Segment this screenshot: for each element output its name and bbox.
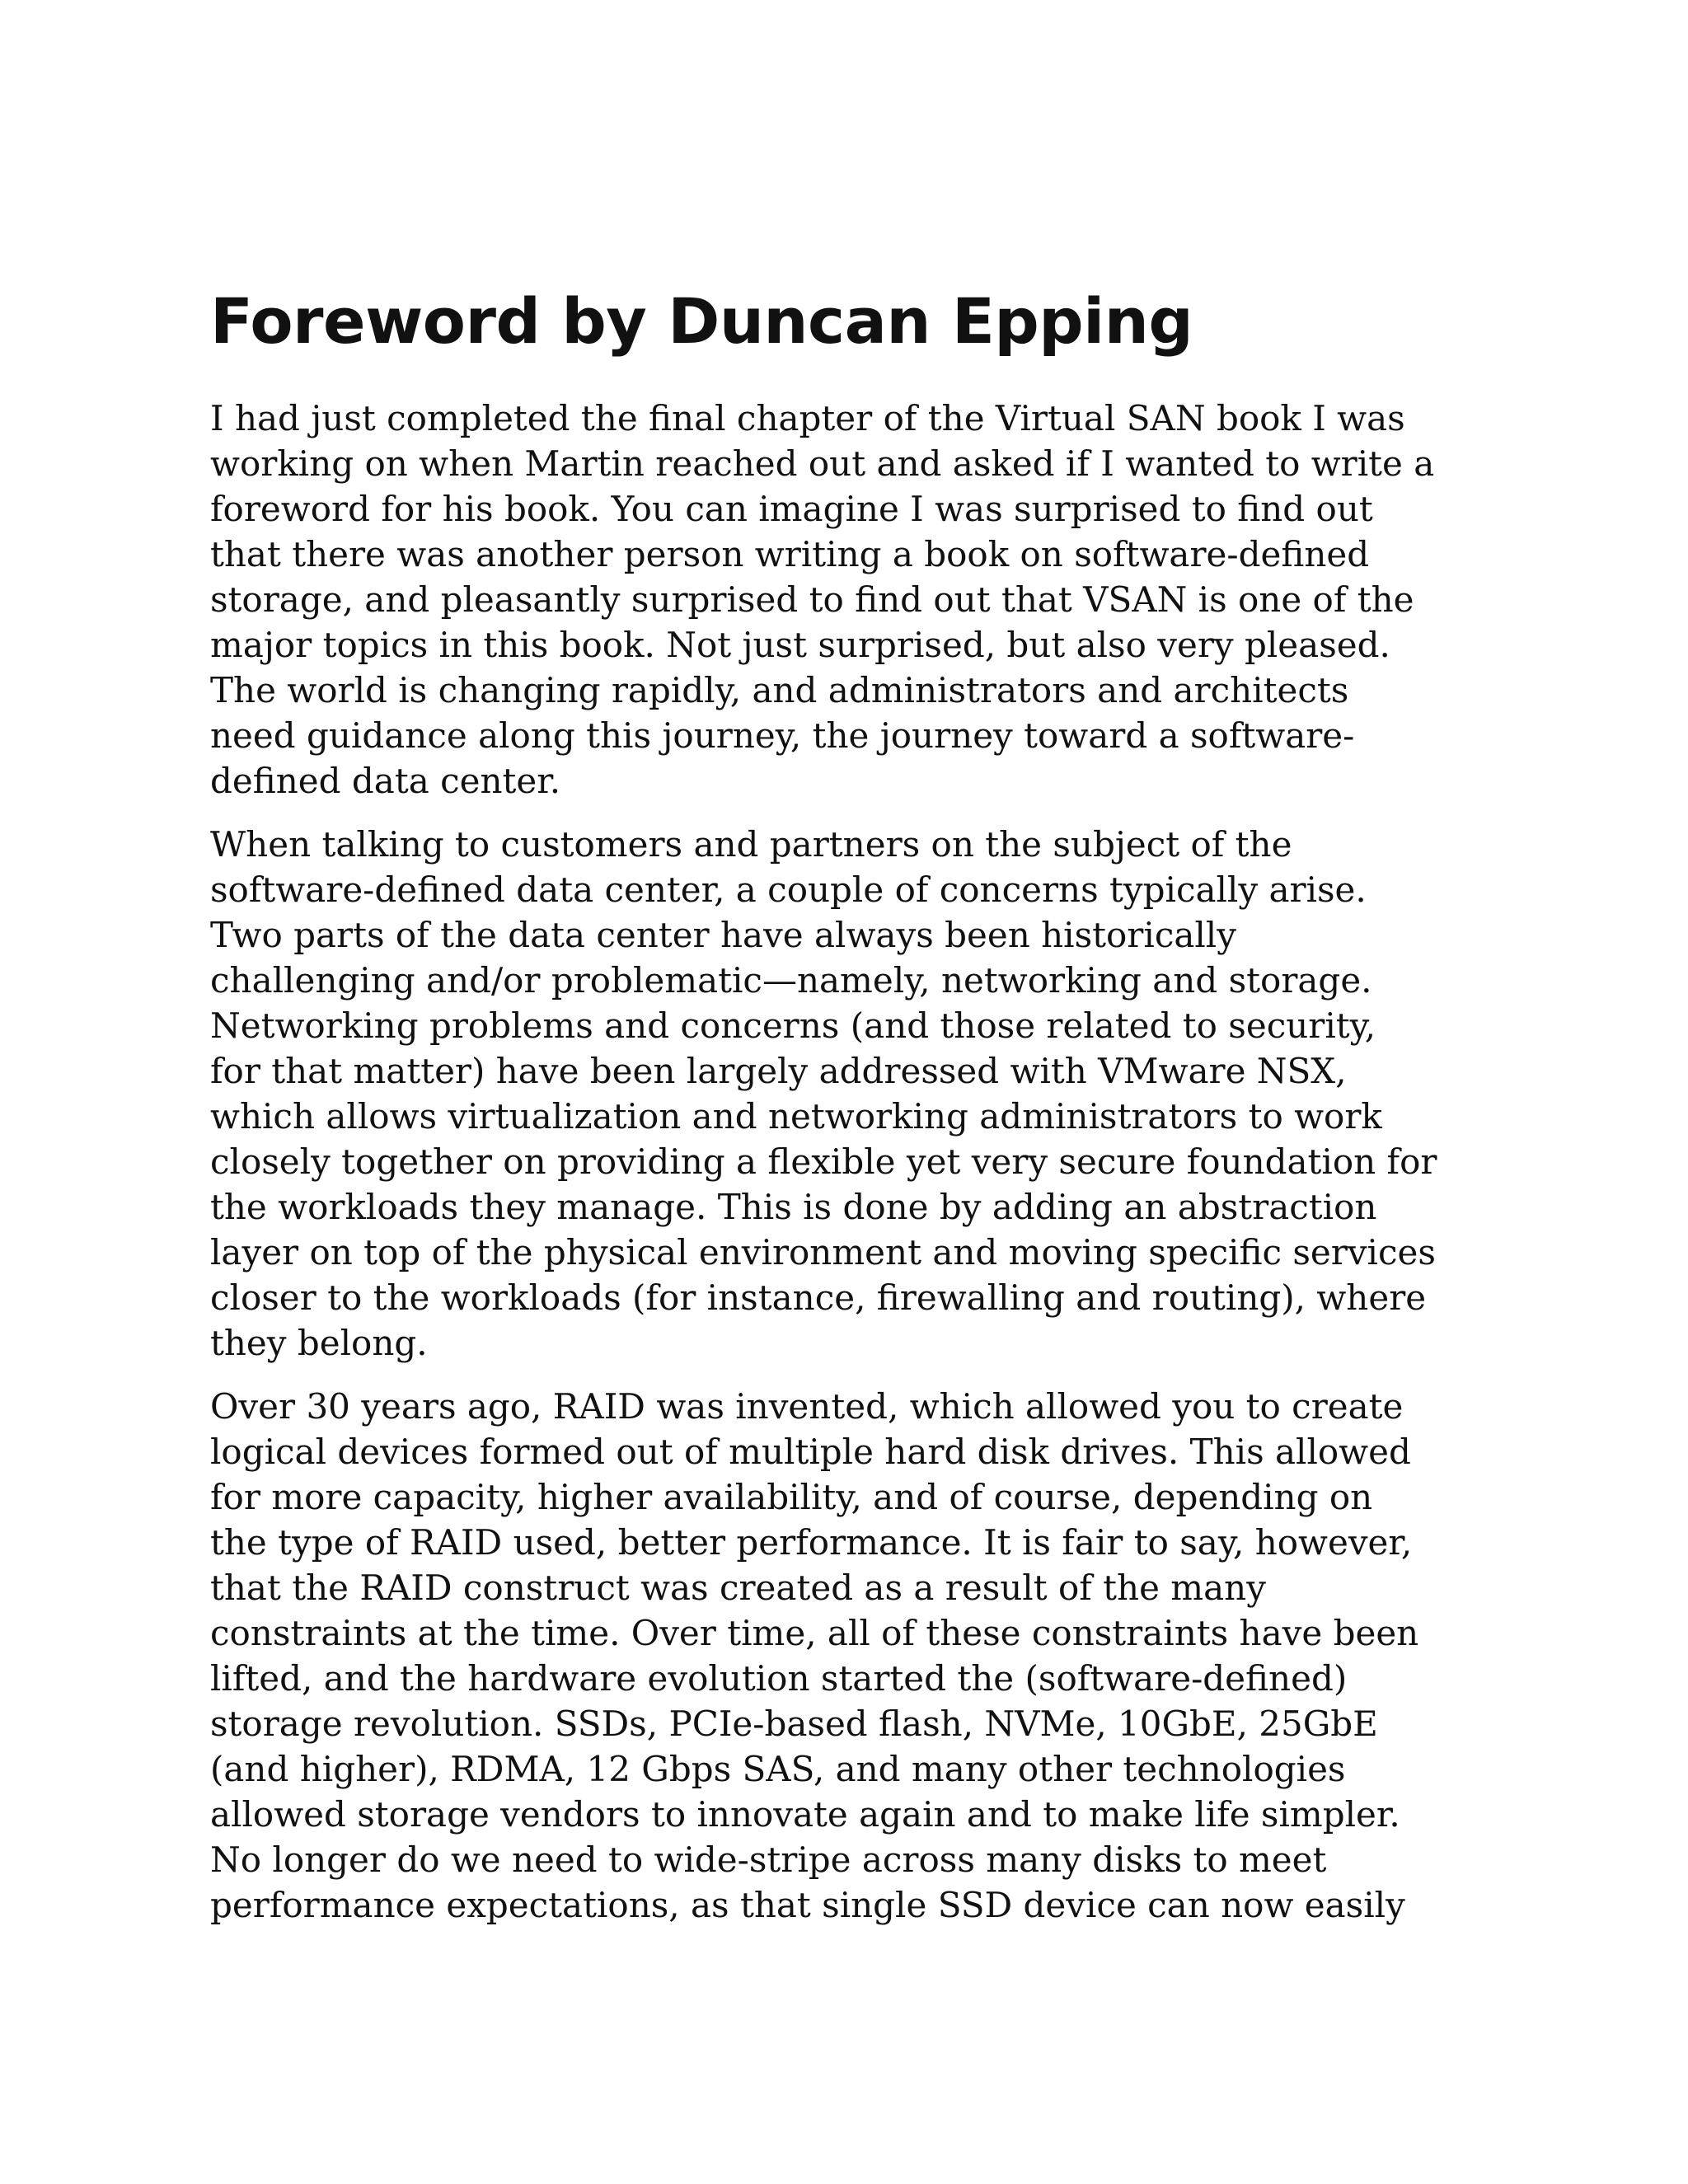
- text-line: challenging and/or problematic—namely, networking and storage.: [210, 960, 1372, 1001]
- text-line: lifted, and the hardware evolution started the (software-defined): [210, 1658, 1348, 1699]
- text-line: layer on top of the physical environment and moving specific services: [210, 1232, 1436, 1272]
- page-title: Foreword by Duncan Epping: [210, 284, 1193, 358]
- text-line: major topics in this book. Not just surprised, but also very pleased.: [210, 625, 1390, 665]
- text-line: logical devices formed out of multiple hard disk drives. This allowed: [210, 1432, 1411, 1472]
- text-line: Two parts of the data center have always been historically: [210, 915, 1236, 955]
- text-line: storage, and pleasantly surprised to find out that VSAN is one of the: [210, 579, 1414, 620]
- text-line: foreword for his book. You can imagine I was surprised to find out: [210, 489, 1373, 529]
- text-line: storage revolution. SSDs, PCIe-based flash, NVMe, 10GbE, 25GbE: [210, 1704, 1378, 1744]
- text-line: When talking to customers and partners on the subject of the: [210, 824, 1292, 865]
- text-line: that the RAID construct was created as a result of the many: [210, 1568, 1266, 1608]
- text-line: allowed storage vendors to innovate again and to make life simpler.: [210, 1794, 1400, 1835]
- text-line: Networking problems and concerns (and those related to security,: [210, 1005, 1376, 1046]
- paragraph-1: [210, 396, 1496, 804]
- text-line: software-defined data center, a couple of concerns typically arise.: [210, 869, 1367, 910]
- text-line: I had just completed the final chapter of the Virtual SAN book I was: [210, 398, 1405, 438]
- text-line: that there was another person writing a book on software-defined: [210, 534, 1370, 574]
- text-line: performance expectations, as that single SSD device can now easily: [210, 1885, 1405, 1925]
- text-line: which allows virtualization and networking administrators to work: [210, 1096, 1382, 1137]
- text-line: The world is changing rapidly, and administrators and architects: [210, 670, 1349, 710]
- text-line: for that matter) have been largely addressed with VMware NSX,: [210, 1051, 1347, 1091]
- text-line: the type of RAID used, better performance. It is fair to say, however,: [210, 1522, 1413, 1563]
- text-line: constraints at the time. Over time, all of these constraints have been: [210, 1613, 1419, 1653]
- paragraph-3: [210, 1384, 1496, 1928]
- text-line: the workloads they manage. This is done by adding an abstraction: [210, 1187, 1377, 1227]
- text-line: No longer do we need to wide-stripe across many disks to meet: [210, 1840, 1327, 1880]
- body-text: [210, 396, 1496, 1946]
- text-line: need guidance along this journey, the journey toward a software-: [210, 715, 1355, 756]
- text-line: closely together on providing a flexible yet very secure foundation for: [210, 1141, 1437, 1182]
- paragraph-2: [210, 822, 1496, 1366]
- text-line: for more capacity, higher availability, and of course, depending on: [210, 1477, 1373, 1517]
- text-line: closer to the workloads (for instance, firewalling and routing), where: [210, 1277, 1427, 1318]
- text-line: they belong.: [210, 1323, 428, 1363]
- text-line: Over 30 years ago, RAID was invented, which allowed you to create: [210, 1386, 1404, 1427]
- text-line: working on when Martin reached out and asked if I wanted to write a: [210, 443, 1435, 484]
- text-line: defined data center.: [210, 761, 561, 801]
- text-line: (and higher), RDMA, 12 Gbps SAS, and many other technologies: [210, 1749, 1346, 1789]
